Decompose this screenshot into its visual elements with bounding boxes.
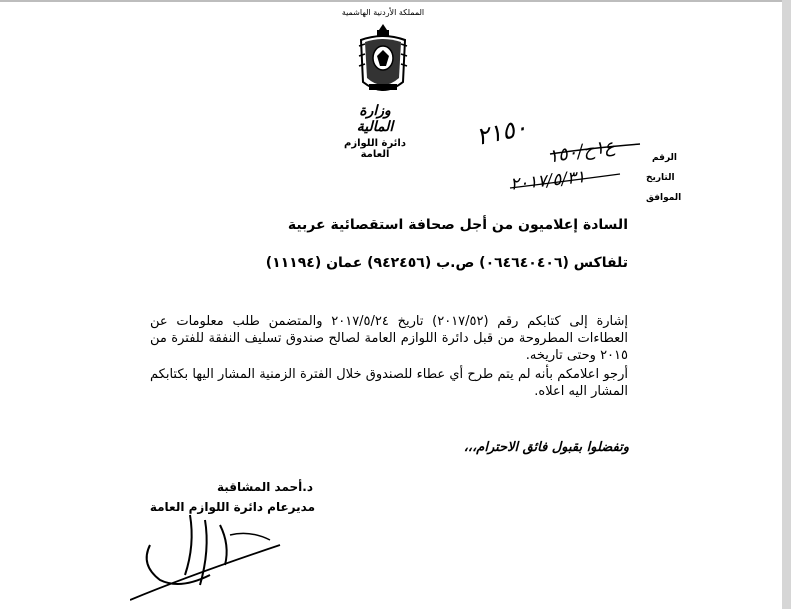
top-border xyxy=(0,0,782,2)
recipient-contact: تلفاكس (٠٦٤٦٤٠٤٠٦) ص.ب (٩٤٢٤٥٦) عمان (١١١٩٤) xyxy=(265,255,628,271)
ministry-name: وزارة المالية xyxy=(356,103,394,135)
scrollbar-track[interactable] xyxy=(782,0,791,609)
signature-mark xyxy=(130,505,290,605)
body-paragraph-2: أرجو اعلامكم بأنه لم يتم طرح أي عطاء للصندوق خلال الفترة الزمنية المشار اليها بكتابكم المشار اليه اعلاه. xyxy=(150,367,628,399)
letterhead-crest xyxy=(338,8,428,102)
handwritten-reference-number: ٢١٥٠ xyxy=(473,112,530,152)
closing-line: وتفضلوا بقبول فائق الاحترام،،، xyxy=(463,440,629,455)
coat-of-arms-icon xyxy=(353,22,413,102)
date-label: التاريخ xyxy=(646,173,675,183)
number-label: الرقم xyxy=(652,153,678,163)
department-name: دائرة اللوازم العامة xyxy=(344,138,406,160)
recipient-line: السادة إعلاميون من أجل صحافة استقصائية عربية xyxy=(287,217,628,233)
crest-text: المملكة الأردنية الهاشمية xyxy=(341,8,425,17)
hijri-date-label: الموافق xyxy=(646,193,682,203)
handwritten-date: ٢٠١٧/٥/٣١ xyxy=(509,167,587,195)
signer-name: د.أحمد المشاقبة xyxy=(216,480,313,494)
handwriting-strokes xyxy=(470,130,650,200)
body-paragraph-1: إشارة إلى كتابكم رقم (٢٠١٧/٥٢) تاريخ ٢٠١٧/٥/٢٤ والمتضمن طلب معلومات عن العطاءات المطروحة من قبل دائرة اللوازم العامة لصالح صندوق تسليف النفقة للفترة من ٢٠١٥ وحتى تاريخه. xyxy=(150,314,629,363)
signer-title: مديرعام دائرة اللوازم العامة xyxy=(149,500,315,514)
handwritten-reference-code: ع١ح/١٥٠ xyxy=(546,135,617,168)
